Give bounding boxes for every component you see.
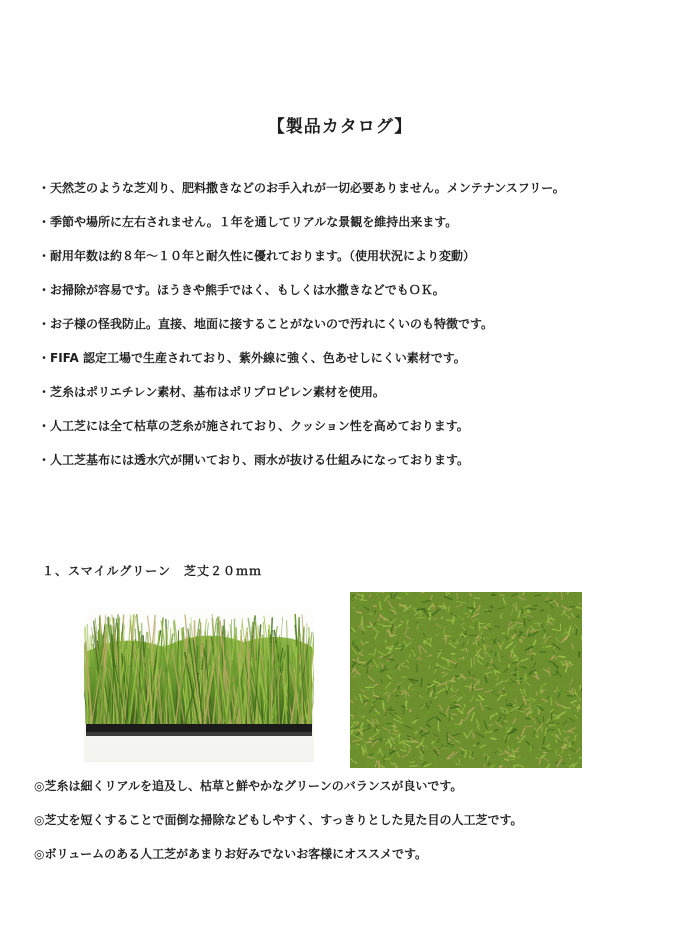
- grass-top-photo: [350, 592, 582, 768]
- turf-backing: [86, 724, 312, 732]
- grass-top-texture: [350, 592, 582, 768]
- feature-item: ・FIFA 認定工場で生産されており、紫外線に強く、色あせしにくい素材です。: [38, 351, 466, 365]
- grass-side-photo: [84, 592, 314, 762]
- feature-item: ・お子様の怪我防止。直接、地面に接することがないので汚れにくいのも特徴です。: [38, 317, 494, 331]
- note-item: ◎ボリュームのある人工芝があまりお好みでないお客様にオススメです。: [34, 847, 428, 861]
- feature-item: ・お掃除が容易です。ほうきや熊手ではく、もしくは水撒きなどでもＯＫ。: [38, 283, 445, 297]
- page-title: 【製品カタログ】: [267, 117, 413, 137]
- feature-item: ・人工芝基布には透水穴が開いており、雨水が抜ける仕組みになっております。: [38, 453, 470, 467]
- feature-item: ・天然芝のような芝刈り、肥料撒きなどのお手入れが一切必要ありません。メンテナンスフリー。: [38, 181, 565, 195]
- product-heading: １、スマイルグリーン 芝丈２０ｍｍ: [42, 564, 263, 578]
- feature-item: ・耐用年数は約８年～１０年と耐久性に優れております。（使用状況により変動）: [38, 249, 476, 263]
- feature-item: ・季節や場所に左右されません。１年を通してリアルな景観を維持出来ます。: [38, 215, 458, 229]
- product-notes: [34, 778, 654, 880]
- feature-item: ・人工芝には全て枯草の芝糸が施されており、クッション性を高めております。: [38, 419, 469, 433]
- feature-item: ・芝糸はポリエチレン素材、基布はポリプロピレン素材を使用。: [38, 385, 385, 399]
- grass-side-illustration: [84, 592, 314, 762]
- note-item: ◎芝糸は細くリアルを追及し、枯草と鮮やかなグリーンのバランスが良いです。: [34, 779, 463, 793]
- note-item: ◎芝丈を短くすることで面倒な掃除などもしやすく、すっきりとした見た目の人工芝です。: [34, 813, 523, 827]
- feature-list: [38, 180, 658, 486]
